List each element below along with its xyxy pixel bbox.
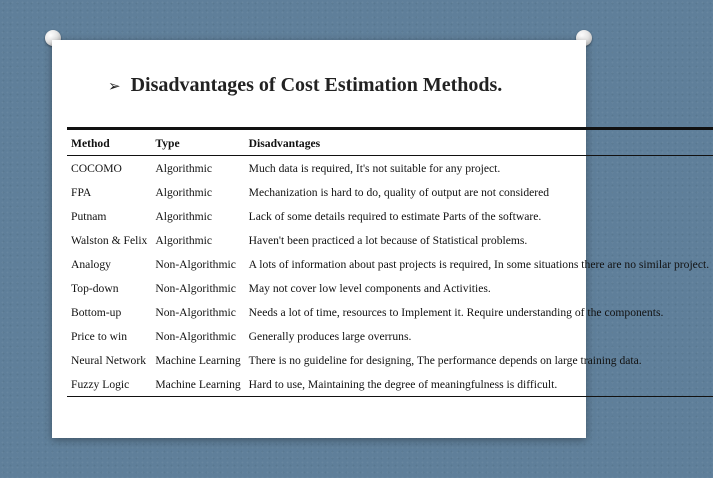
cell-type: Non-Algorithmic [155,257,236,271]
cell-method: Neural Network [71,353,147,367]
cell-method: Top-down [71,281,119,295]
table-row [67,252,713,276]
arrow-bullet-icon: ➢ [108,77,121,95]
cell-disadvantages: Lack of some details required to estimate Parts of the software. [248,209,542,223]
table-row [67,180,713,204]
cell-type: Machine Learning [155,377,241,391]
cell-type: Non-Algorithmic [155,281,236,295]
cell-disadvantages: A lots of information about past projects is required, In some situations there are no similar project. [248,257,710,271]
cell-method: Putnam [71,209,107,223]
cell-disadvantages: Much data is required, It's not suitable for any project. [248,161,501,175]
table-header-row [67,129,713,156]
table-row [67,300,713,324]
table-row [67,204,713,228]
slide-heading-text: Disadvantages of Cost Estimation Methods. [130,74,503,96]
methods-table [67,127,713,397]
methods-table-container [67,127,710,407]
cell-type: Algorithmic [155,209,213,223]
cell-type: Algorithmic [155,161,213,175]
table-row [67,156,713,181]
cell-method: Walston & Felix [71,233,148,247]
cell-disadvantages: Mechanization is hard to do, quality of output are not considered [248,185,550,199]
cell-method: Fuzzy Logic [71,377,130,391]
table-row [67,348,713,372]
cell-disadvantages: There is no guideline for designing, The performance depends on large training data. [248,353,642,367]
cell-method: FPA [71,185,92,199]
cell-disadvantages: Hard to use, Maintaining the degree of meaningfulness is difficult. [248,377,558,391]
cell-method: COCOMO [71,161,122,175]
table-row [67,276,713,300]
column-header-disadvantages: Disadvantages [248,136,321,150]
cell-disadvantages: Needs a lot of time, resources to Implement it. Require understanding of the components. [248,305,664,319]
table-row [67,372,713,397]
cell-method: Price to win [71,329,128,343]
column-header-method: Method [71,136,110,150]
cell-disadvantages: May not cover low level components and Activities. [248,281,491,295]
cell-type: Non-Algorithmic [155,305,236,319]
cell-method: Analogy [71,257,111,271]
cell-type: Algorithmic [155,233,213,247]
cell-disadvantages: Generally produces large overruns. [248,329,412,343]
column-header-type: Type [155,136,180,150]
table-row [67,324,713,348]
cell-type: Algorithmic [155,185,213,199]
slide-heading [108,74,502,97]
cell-disadvantages: Haven't been practiced a lot because of Statistical problems. [248,233,528,247]
cell-type: Machine Learning [155,353,241,367]
table-row [67,228,713,252]
cell-type: Non-Algorithmic [155,329,236,343]
cell-method: Bottom-up [71,305,122,319]
